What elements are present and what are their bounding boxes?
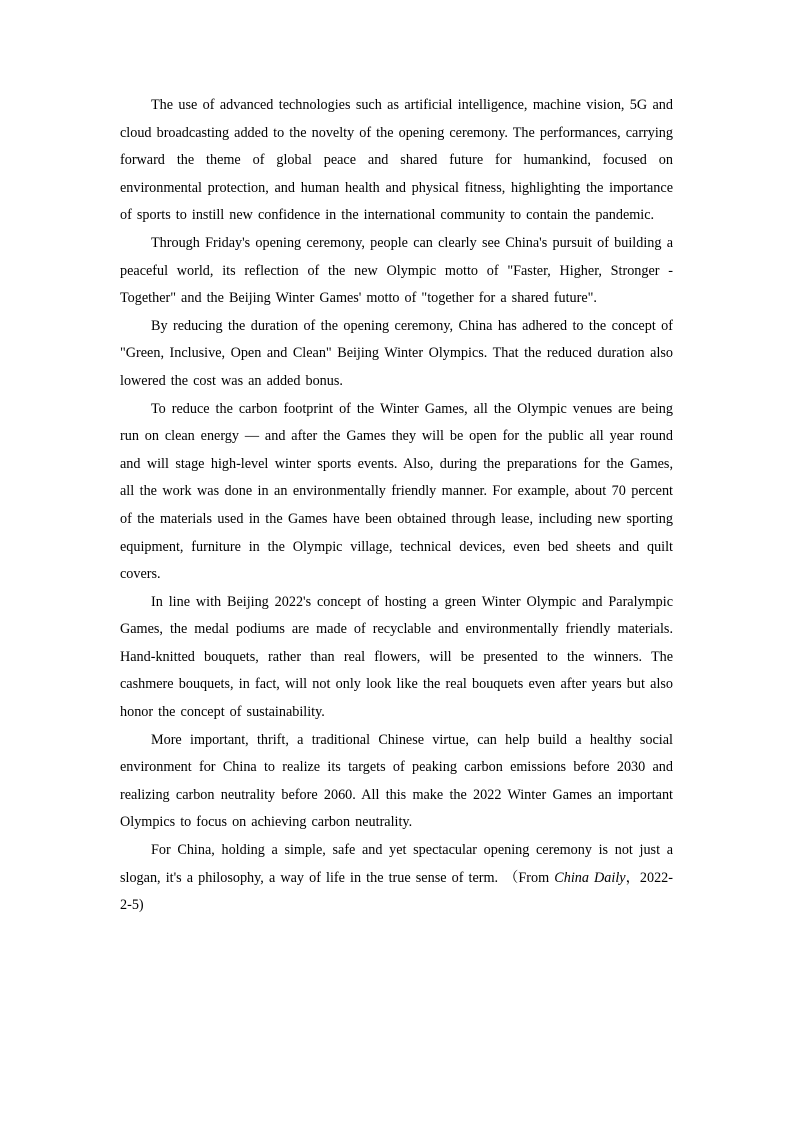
paragraph-7-text: For China, holding a simple, safe and yet spectacular opening ceremony is not just a slogan, it's a philosophy, a way of life in the true sense of term.	[120, 842, 673, 886]
paragraph-1: The use of advanced technologies such as artificial intelligence, machine vision, 5G and cloud broadcasting added to the novelty of the opening ceremony. The performances, carrying forward the theme of global peace and shared future for humankind, focused on environmental protection, and human health and physical fitness, highlighting the importance of sports to instill new confidence in the international community to contain the pandemic.	[120, 97, 673, 224]
source-publication: China Daily	[554, 869, 626, 886]
paragraph-2: Through Friday's opening ceremony, people can clearly see China's pursuit of building a peaceful world, its reflection of the new Olympic motto of "Faster, Higher, Stronger - Together" and the Beijing Winter Games' motto of "together for a shared future".	[120, 234, 673, 307]
paragraph-5: In line with Beijing 2022's concept of hosting a green Winter Olympic and Paralympic Games, the medal podiums are made of recyclable and environmentally friendly materials. Hand-knitted bouquets, rather than real flowers, will be presented to the winners. The cashmere bouquets, in fact, will not only look like the real bouquets even after years but also honor the concept of sustainability.	[120, 593, 673, 721]
paragraph-4: To reduce the carbon footprint of the Winter Games, all the Olympic venues are being run on clean energy — and after the Games they will be open for the public all year round and will stage high-level winter sports events. Also, during the preparations for the Games, all the work was done in an environmentally friendly manner. For example, about 70 percent of the materials used in the Games have been obtained through lease, including new sporting equipment, furniture in the Olympic village, technical devices, even bed sheets and quilt covers.	[120, 400, 673, 583]
paragraph-6: More important, thrift, a traditional Chinese virtue, can help build a healthy social environment for China to realize its targets of peaking carbon emissions before 2030 and realizing carbon neutrality before 2060. All this make the 2022 Winter Games an important Olympics to focus on achieving carbon neutrality.	[120, 731, 673, 831]
article-body	[120, 92, 673, 920]
source-citation-open: （From	[504, 869, 555, 886]
paragraph-7	[120, 837, 673, 920]
source-citation-close: ，2022-2-5)	[120, 869, 673, 914]
paragraph-3: By reducing the duration of the opening ceremony, China has adhered to the concept of "Green, Inclusive, Open and Clean" Beijing Winter Olympics. That the reduced duration also lowered the cost was an added bonus.	[120, 317, 673, 389]
